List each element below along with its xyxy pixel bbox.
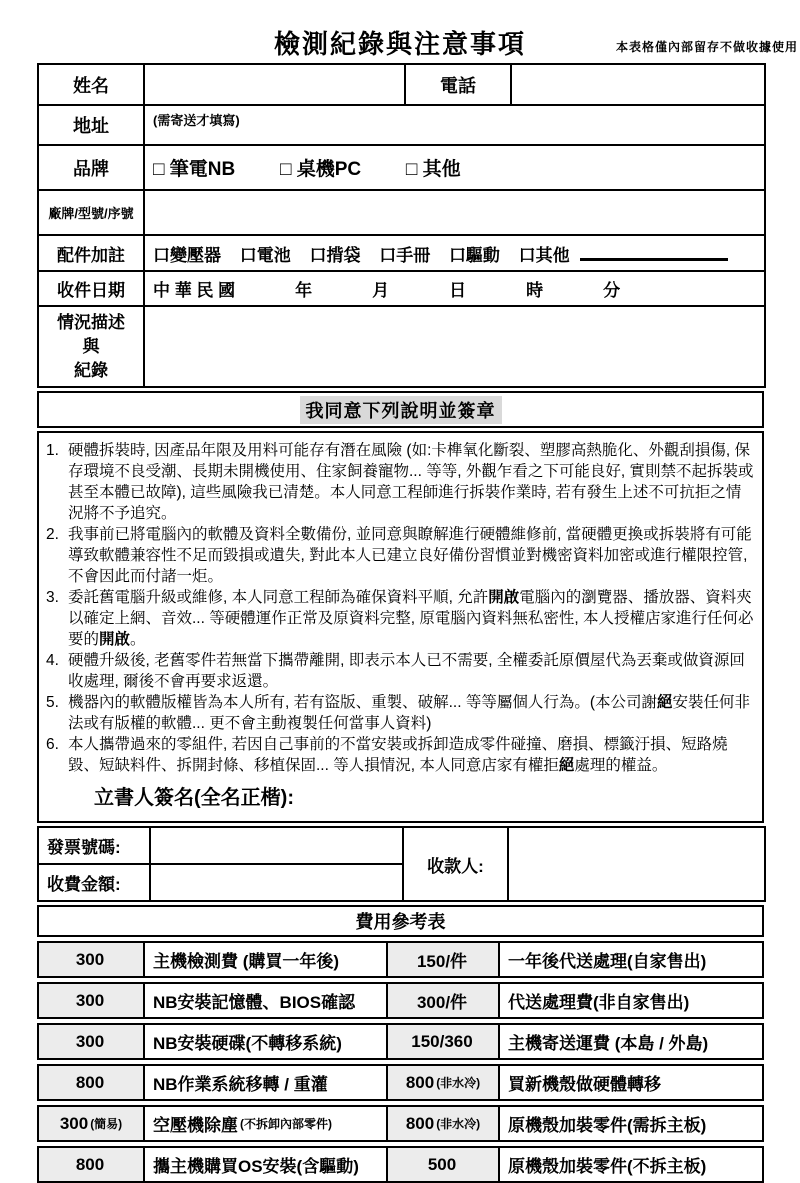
- accessory-option-other: 口其他: [518, 245, 570, 265]
- name-value-cell: [144, 64, 405, 105]
- note-item-1: [46, 440, 754, 524]
- fee-row-1: [37, 941, 764, 978]
- fee-service2: 主機寄送運費 (本島 / 外島): [508, 1034, 709, 1053]
- internal-use-note: 本表格僅內部留存不做收據使用: [615, 40, 798, 54]
- fee-price: 300: [59, 1113, 89, 1133]
- fee-price: 800: [75, 1154, 105, 1174]
- fee-service: NB安裝記憶體、BIOS確認: [153, 993, 356, 1012]
- form-content: [37, 63, 764, 1183]
- fee-service: 主機檢測費 (購買一年後): [153, 952, 340, 971]
- note-number: 5.: [46, 694, 59, 711]
- fee-service2-cell: [498, 943, 762, 976]
- fee-service-cell: [143, 1107, 386, 1140]
- accessory-option-adapter: 口變壓器: [153, 245, 221, 265]
- fee-price-cell: [39, 1148, 143, 1181]
- fee-price2: 150/360: [411, 1031, 473, 1051]
- fee-price2-cell: [386, 984, 498, 1017]
- phone-label: 電話: [405, 64, 511, 105]
- fee-service-cell: [143, 984, 386, 1017]
- fee-service2: 原機殼加裝零件(需拆主板): [508, 1116, 707, 1135]
- date-month-label: 月: [372, 281, 390, 300]
- address-value-cell: [144, 105, 765, 145]
- fee-price2: 800: [405, 1113, 435, 1133]
- fee-service2-cell: [498, 1148, 762, 1181]
- signature-label: 立書人簽名(全名正楷):: [94, 787, 294, 809]
- fee-service2: 一年後代送處理(自家售出): [508, 952, 707, 971]
- note-text: 機器內的軟體版權皆為本人所有, 若有盜版、重製、破解... 等等屬個人行為。(本公司謝絕安裝任何非法或有版權的軟體... 更不會主動複製任何當事人資料): [68, 694, 751, 732]
- form-header: [0, 0, 800, 63]
- accessories-label: 配件加註: [38, 235, 144, 271]
- amount-value-cell: [150, 864, 403, 901]
- fee-row-5: [37, 1105, 764, 1142]
- fee-table: [37, 941, 764, 1183]
- date-hour-label: 時: [526, 281, 544, 300]
- fee-service2-cell: [498, 1066, 762, 1099]
- note-number: 2.: [46, 526, 59, 543]
- accessories-other-blank-line: [580, 247, 728, 261]
- receive-date-label: 收件日期: [38, 271, 144, 306]
- note-text: 我事前已將電腦內的軟體及資料全數備份, 並同意與瞭解進行硬體維修前, 當硬體更換或拆裝將有可能導致軟體兼容性不足而毀損或遺失, 對此本人已建立良好備份習慣並對機密資料加密或進行權限控管, 不會因此而付諸一炬。: [68, 526, 752, 585]
- accessory-option-driver: 口驅動: [448, 245, 500, 265]
- date-year-label: 年: [295, 281, 313, 300]
- fee-service: NB安裝硬碟(不轉移系統): [153, 1034, 342, 1053]
- fee-service2-cell: [498, 984, 762, 1017]
- note-item-2: [46, 524, 754, 587]
- fee-service: NB作業系統移轉 / 重灌: [153, 1075, 328, 1094]
- payee-label: 收款人:: [403, 827, 508, 901]
- fee-price: 300: [75, 949, 105, 969]
- note-text: 委託舊電腦升級或維修, 本人同意工程師為確保資料平順, 允許開啟電腦內的瀏覽器、播放器、資料夾以確定上網、音效... 等硬體運作正常及原資料完整, 原電腦內資料無私密性, 本人授權店家進行任何必要的開啟。: [68, 589, 754, 648]
- fee-price-cell: [39, 1066, 143, 1099]
- agreement-header: 我同意下列說明並簽章: [300, 396, 502, 424]
- model-serial-value-cell: [144, 190, 765, 235]
- fee-price: 300: [75, 990, 105, 1010]
- accessory-option-manual: 口手冊: [379, 245, 431, 265]
- address-hint: (需寄送才填寫): [153, 113, 240, 128]
- fee-service2: 代送處理費(非自家售出): [508, 993, 690, 1012]
- brand-option-other: □ 其他: [405, 159, 461, 180]
- fee-service: 空壓機除塵: [153, 1116, 238, 1135]
- fee-price-cell: [39, 1025, 143, 1058]
- fee-price-cell: [39, 1107, 143, 1140]
- note-item-3: [46, 587, 754, 650]
- fee-price-cell: [39, 943, 143, 976]
- receive-date-cell: [144, 271, 765, 306]
- fee-price-note: (簡易): [90, 1117, 123, 1131]
- fee-service2-cell: [498, 1107, 762, 1140]
- fee-price2-cell: [386, 1107, 498, 1140]
- fee-price2-cell: [386, 1148, 498, 1181]
- note-item-5: [46, 692, 754, 734]
- fee-service-cell: [143, 1148, 386, 1181]
- phone-value-cell: [511, 64, 765, 105]
- invoice-number-value-cell: [150, 827, 403, 864]
- fee-price: 300: [75, 1031, 105, 1051]
- fee-service-cell: [143, 1025, 386, 1058]
- fee-price2: 300/件: [416, 993, 468, 1012]
- condition-label: [38, 306, 144, 387]
- fee-price2: 150/件: [416, 952, 468, 971]
- fee-price2: 500: [427, 1154, 457, 1174]
- brand-option-pc: □ 桌機PC: [279, 159, 362, 180]
- note-number: 4.: [46, 652, 59, 669]
- fee-service: 攜主機購買OS安裝(含驅動): [153, 1157, 359, 1176]
- condition-label-line2: 與: [82, 336, 100, 356]
- brand-label: 品牌: [38, 145, 144, 190]
- fee-service2-cell: [498, 1025, 762, 1058]
- fee-price2-note: (非水冷): [436, 1117, 481, 1131]
- page-title: 檢測紀錄與注意事項: [273, 29, 526, 59]
- fee-price2-cell: [386, 943, 498, 976]
- agreement-header-box: [37, 391, 764, 428]
- condition-label-line3: 紀錄: [74, 360, 108, 380]
- fee-row-6: [37, 1146, 764, 1183]
- note-number: 3.: [46, 589, 59, 606]
- fee-table-title-box: [37, 905, 764, 937]
- date-era: 中 華 民 國: [153, 281, 236, 300]
- fee-service-cell: [143, 1066, 386, 1099]
- model-serial-label: 廠牌/型號/序號: [38, 190, 144, 235]
- fee-service2: 買新機殼做硬體轉移: [508, 1075, 661, 1094]
- fee-row-4: [37, 1064, 764, 1101]
- note-text: 硬體升級後, 老舊零件若無當下攜帶離開, 即表示本人已不需要, 全權委託原價屋代為丟棄或做資源回收處理, 爾後不會再要求返還。: [68, 652, 745, 690]
- brand-options-cell: [144, 145, 765, 190]
- fee-row-3: [37, 1023, 764, 1060]
- fee-table-title: 費用參考表: [355, 912, 446, 932]
- fee-service-note: (不拆卸內部零件): [240, 1117, 332, 1131]
- amount-label: 收費金額:: [38, 864, 150, 901]
- note-text: 本人攜帶過來的零組件, 若因自己事前的不當安裝或拆卸造成零件碰撞、磨損、標籤汙損、短路燒毀、短缺料件、拆開封條、移植保固... 等人損情況, 本人同意店家有權拒絕處理的權益。: [68, 736, 728, 774]
- date-day-label: 日: [449, 281, 467, 300]
- accessory-option-bag: 口揹袋: [309, 245, 361, 265]
- condition-value-cell: [144, 306, 765, 387]
- brand-option-nb: □ 筆電NB: [153, 159, 236, 180]
- customer-info-table: [37, 63, 766, 388]
- fee-row-2: [37, 982, 764, 1019]
- name-label: 姓名: [38, 64, 144, 105]
- fee-service-cell: [143, 943, 386, 976]
- note-number: 6.: [46, 736, 59, 753]
- fee-service2: 原機殼加裝零件(不拆主板): [508, 1157, 707, 1176]
- address-label: 地址: [38, 105, 144, 145]
- payee-value-cell: [508, 827, 765, 901]
- fee-price2-cell: [386, 1025, 498, 1058]
- accessories-options-cell: [144, 235, 765, 271]
- fee-price2-cell: [386, 1066, 498, 1099]
- fee-price2: 800: [405, 1072, 435, 1092]
- accessory-option-battery: 口電池: [239, 245, 291, 265]
- date-minute-label: 分: [603, 281, 621, 300]
- invoice-number-label: 發票號碼:: [38, 827, 150, 864]
- note-number: 1.: [46, 442, 59, 459]
- note-item-4: [46, 650, 754, 692]
- note-text: 硬體拆裝時, 因產品年限及用料可能存有潛在風險 (如:卡榫氧化斷裂、塑膠高熱脆化、外觀刮損傷, 保存環境不良受潮、長期未開機使用、住家飼養寵物... 等等, 外觀乍看之下可能良好, 實則禁不起拆裝或甚至本體已故障), 這些風險我已清楚。本人同意工程師進行拆裝作業時, 若有發生上述不可抗拒之情況將不予追究。: [68, 442, 754, 522]
- fee-price-cell: [39, 984, 143, 1017]
- condition-label-line1: 情況描述: [57, 312, 125, 332]
- billing-table: [37, 826, 766, 902]
- agreement-notes-box: [37, 431, 764, 823]
- fee-price: 800: [75, 1072, 105, 1092]
- note-item-6: [46, 734, 754, 776]
- fee-price2-note: (非水冷): [436, 1076, 481, 1090]
